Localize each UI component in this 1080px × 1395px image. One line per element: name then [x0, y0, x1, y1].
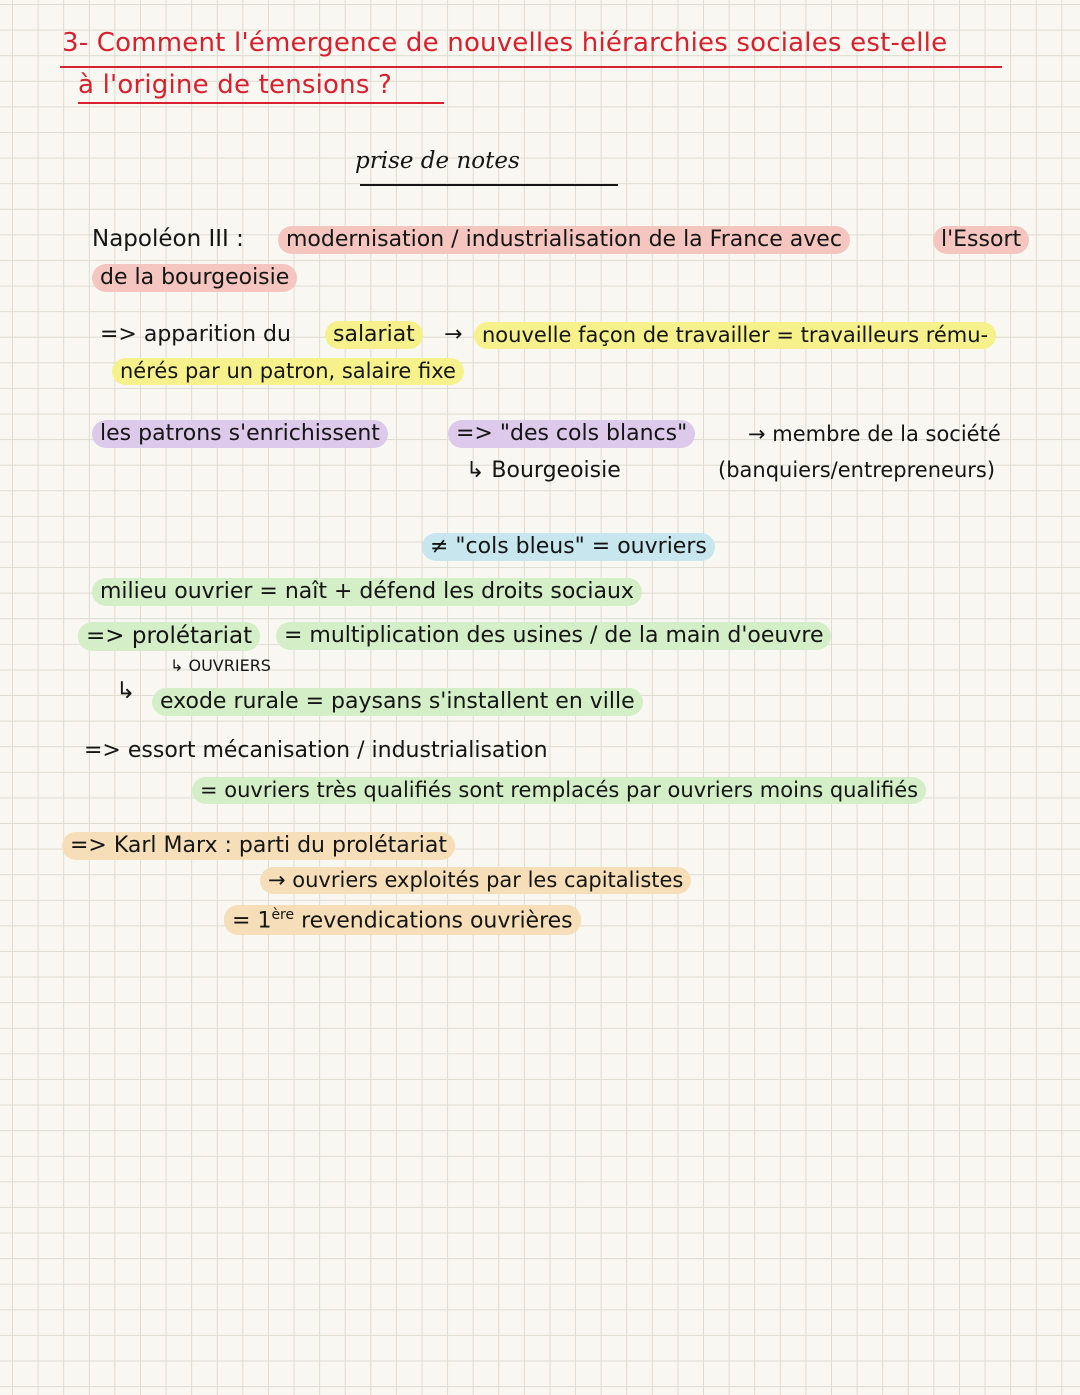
ouvriers-exploites: → ouvriers exploités par les capitalistes [260, 867, 691, 894]
karl-marx: => Karl Marx : parti du prolétariat [62, 832, 455, 860]
revendications-number: 1 [257, 908, 272, 934]
salariat-arrow: → [444, 322, 463, 347]
exode-arrow: ↳ [116, 678, 136, 704]
napoleon-text: modernisation / industrialisation de la France avec [278, 226, 850, 254]
napoleon-bourgeoisie: de la bourgeoisie [92, 264, 297, 292]
salariat-definition-2: nérés par un patron, salaire fixe [112, 358, 464, 385]
proletariat-definition: = multiplication des usines / de la main d'oeuvre [276, 622, 831, 650]
title-underline-1 [60, 66, 1002, 68]
salariat-word: salariat [325, 321, 423, 349]
exode-rurale: exode rurale = paysans s'installent en ville [152, 688, 643, 716]
proletariat-word: => prolétariat [78, 622, 260, 651]
napoleon-label: Napoléon III : [92, 226, 244, 252]
essor-mecanisation: => essort mécanisation / industrialisation [84, 738, 548, 763]
revendications-equals: = [232, 908, 251, 934]
membre-societe: → membre de la société [748, 422, 1001, 446]
revendications-superscript: ère [271, 907, 295, 923]
title-underline-2 [78, 102, 444, 104]
banquiers: (banquiers/entrepreneurs) [718, 458, 996, 482]
ouvriers-qualifies: = ouvriers très qualifiés sont remplacés par ouvriers moins qualifiés [192, 777, 926, 804]
revendications-text: revendications ouvrières [301, 908, 573, 934]
title-line-1: 3- Comment l'émergence de nouvelles hiérarchies sociales est-elle [62, 28, 948, 58]
subtitle-underline [360, 184, 618, 186]
title-line-2: à l'origine de tensions ? [78, 70, 393, 100]
revendications-line [224, 905, 581, 935]
cols-bleus: ≠ "cols bleus" = ouvriers [422, 533, 715, 561]
ouvriers-caps: ↳ OUVRIERS [170, 656, 271, 675]
subtitle: prise de notes [355, 148, 520, 174]
cols-blancs: => "des cols blancs" [448, 420, 695, 448]
napoleon-essor: l'Essort [933, 226, 1029, 254]
patrons-text: les patrons s'enrichissent [92, 420, 388, 448]
salariat-prefix: => apparition du [100, 322, 291, 347]
salariat-definition: nouvelle façon de travailler = travailleurs rému- [474, 322, 996, 349]
milieu-ouvrier: milieu ouvrier = naît + défend les droits sociaux [92, 578, 642, 606]
bourgeoisie: ↳ Bourgeoisie [466, 458, 621, 483]
